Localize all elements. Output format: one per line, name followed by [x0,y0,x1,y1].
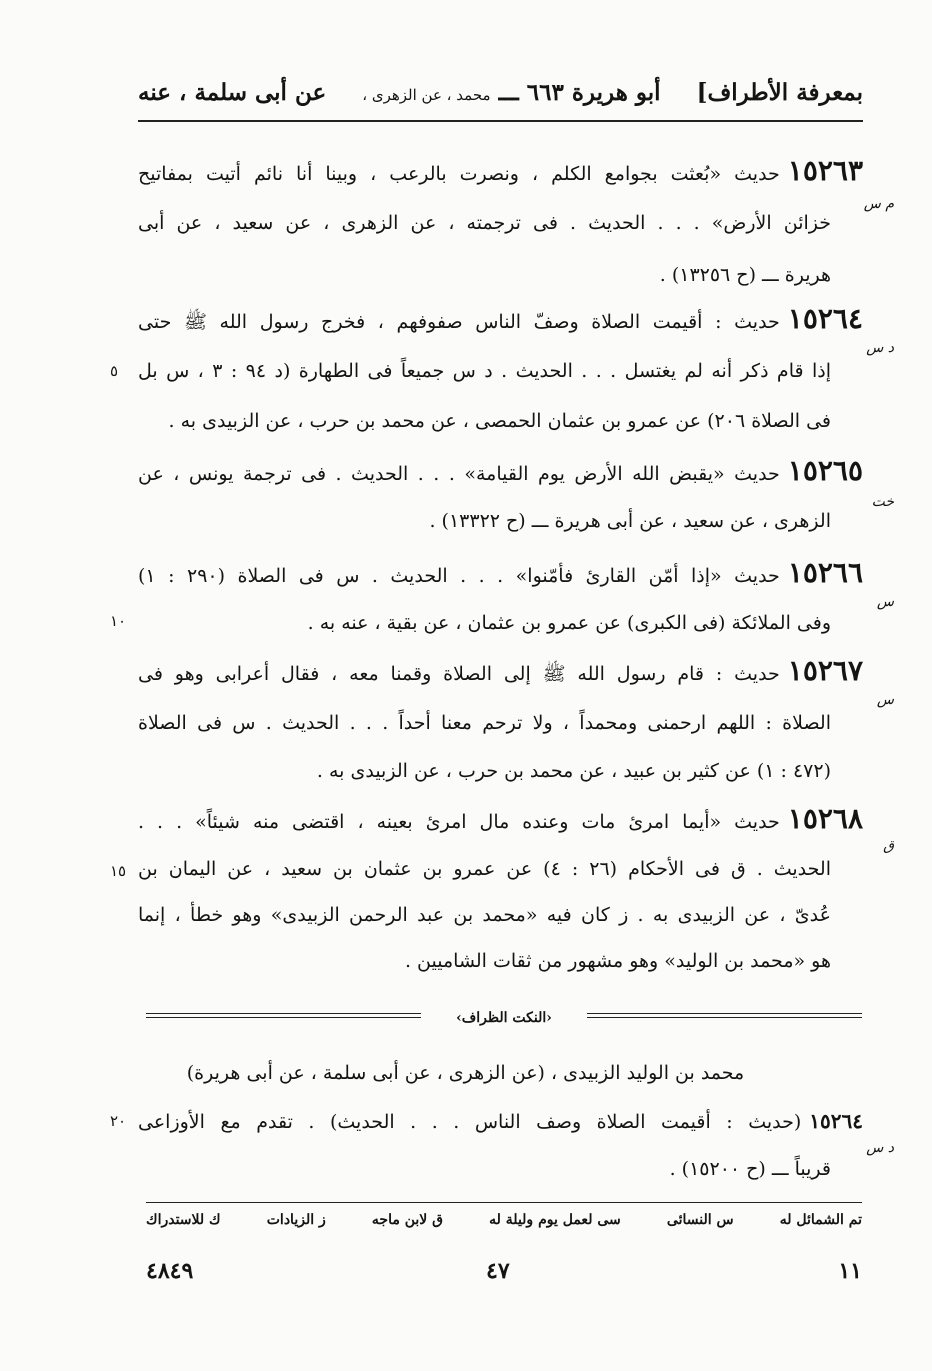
entry-line: ١٥٢٦٣حديث «بُعثت بجوامع الكلم ، ونصرت بالرعب ، وبينا أنا نائم أتيت بمفاتيح [138,154,863,187]
entry-line: هو «محمد بن الوليد» وهو مشهور من ثقات الشاميين . [404,950,831,972]
entry-line: عُدىّ ، عن الزبيدى به . ز كان فيه «محمد بن عبد الرحمن الزبيدى» وهو خطأ ، إنما [138,904,831,926]
page-number: ٤٧ [486,1258,510,1284]
entry-line: ١٥٢٦٤(حديث : أقيمت الصلاة وصف الناس . . . الحديث) . تقدم مع الأوزاعى [138,1109,863,1133]
entry-line: قريباً ـــ (ح ١٥٢٠٠) . [669,1158,831,1180]
legend-item: ز الزيادات [266,1212,326,1228]
entry-line: (٤٧٢ : ١) عن كثير بن عبيد ، عن محمد بن حرب ، عن الزبيدى به . [316,760,831,782]
hadith-number: ١٥٢٦٨ [787,802,863,835]
entry-line: الزهرى ، عن سعيد ، عن أبى هريرة ـــ (ح ١٣٣٢٢) . [429,510,831,532]
entry-line: ١٥٢٦٤حديث : أقيمت الصلاة وصفّ الناس صفوفهم ، فخرج رسول الله ﷺ حتى [138,302,863,335]
hadith-number: ١٥٢٦٣ [787,154,863,187]
source-siglum: س [876,594,894,610]
legend-item: تم الشمائل له [779,1212,862,1228]
header-title: بمعرفة الأطراف] [696,78,863,106]
hadith-number: ١٥٢٦٤ [787,302,863,335]
entry-line: الحديث . ق فى الأحكام (٢٦ : ٤) عن عمرو بن عثمان بن سعيد ، عن اليمان بن [138,858,831,880]
line-number: ٢٠ [110,1112,127,1130]
entry-line: هريرة ـــ (ح ١٣٢٥٦) . [659,264,831,286]
entry-line: إذا قام ذكر أنه لم يغتسل . . . الحديث . د س جميعاً فى الطهارة (د ٩٤ : ٣ ، س بل [138,360,831,382]
header-rule [138,120,863,122]
nukat-heading: محمد بن الوليد الزبيدى ، (عن الزهرى ، عن أبى سلمة ، عن أبى هريرة) [186,1062,745,1084]
header-section-chain: محمد ، عن الزهرى ، [362,85,491,104]
header-section [362,79,660,106]
running-page-number: ٤٨٤٩ [146,1258,194,1284]
legend-item: ك للاستدراك [146,1212,221,1228]
entry-line: ١٥٢٦٨حديث «أيما امرئ مات وعنده مال امرئ بعينه ، اقتضى منه شيئاً» . . . [138,802,863,835]
entry-line: وفى الملائكة (فى الكبرى) عن عمرو بن عثمان ، عن بقية ، عنه به . [307,612,831,634]
running-header [138,70,863,114]
legend-item: ق لابن ماجه [371,1212,443,1228]
source-siglum: د س [866,1140,894,1156]
sigla-legend [146,1212,862,1240]
source-siglum: د س [866,340,894,356]
entry-line: الصلاة : اللهم ارحمنى ومحمداً ، ولا ترحم معنا أحداً . . . الحديث . س فى الصلاة [138,712,831,734]
hadith-number: ١٥٢٦٧ [787,654,863,687]
divider-rule-right [587,1013,862,1018]
header-section-main: أبو هريرة ٦٦٣ ـــ [498,78,661,106]
footnote-rule [146,1202,862,1203]
source-siglum: ق [883,838,894,854]
entry-line: ١٥٢٦٥حديث «يقبض الله الأرض يوم القيامة» . . . الحديث . فى ترجمة يونس ، عن [138,454,863,487]
divider-label: ‹ النكت الظراف › [429,1006,579,1030]
line-number: ٥ [110,362,119,380]
source-siglum: م س [863,196,894,212]
source-siglum: خت [871,494,894,510]
hadith-number: ١٥٢٦٥ [787,454,863,487]
nukat-divider [146,1006,862,1030]
entry-line: خزائن الأرض» . . . الحديث . فى ترجمته ، عن الزهرى ، عن سعيد ، عن أبى [138,212,831,234]
entry-line: ١٥٢٦٦حديث «إذا أمّن القارئ فأمّنوا» . . . الحديث . س فى الصلاة (٢٩٠ : ١) [138,556,863,589]
page-footer [146,1258,862,1290]
line-number: ١٠ [110,612,127,630]
volume-number: ١١ [838,1258,862,1284]
entry-line: ١٥٢٦٧حديث : قام رسول الله ﷺ إلى الصلاة وقمنا معه ، فقال أعرابى وهو فى [138,654,863,687]
divider-rule-left [146,1013,421,1018]
line-number: ١٥ [110,862,127,880]
hadith-number: ١٥٢٦٦ [787,556,863,589]
legend-item: س النسائى [666,1212,734,1228]
source-siglum: س [876,692,894,708]
legend-item: سى لعمل يوم وليلة له [489,1212,621,1228]
hadith-number: ١٥٢٦٤ [809,1109,863,1133]
entry-line: فى الصلاة ٢٠٦) عن عمرو بن عثمان الحمصى ، عن محمد بن حرب ، عن الزبيدى به . [168,410,831,432]
header-chain-end: عن أبى سلمة ، عنه [138,78,327,106]
